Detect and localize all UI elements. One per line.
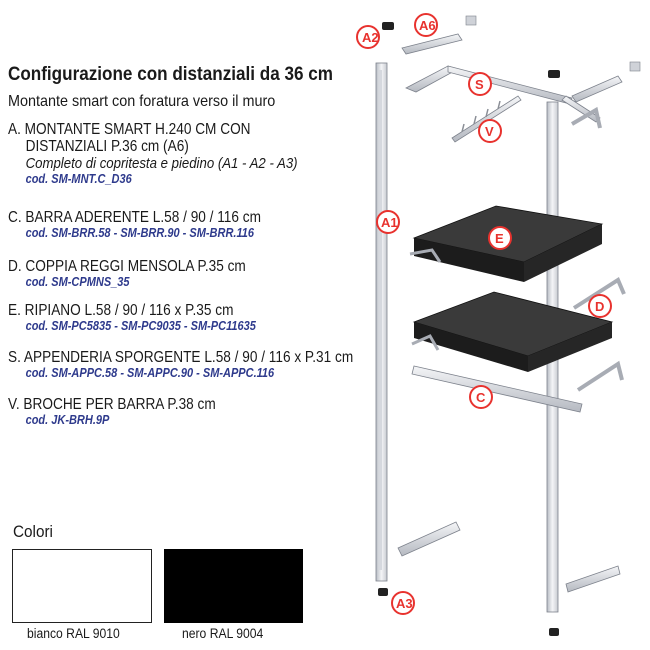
item-a-code: cod. SM-MNT.C_D36 [25,172,132,186]
upright-left [376,63,387,581]
svg-text:A1: A1 [381,215,398,230]
item-d-title: D. COPPIA REGGI MENSOLA P.35 cm [8,258,246,275]
item-e-code: cod. SM-PC5835 - SM-PC9035 - SM-PC11635 [25,319,256,333]
label-a6 [415,14,437,36]
svg-text:A6: A6 [419,18,436,33]
swatch-white-label: bianco RAL 9010 [27,626,120,641]
label-a1 [377,211,399,233]
item-v-code: cod. JK-BRH.9P [25,413,110,427]
label-a2 [357,26,379,48]
item-a-title-line2: DISTANZIALI P.36 cm (A6) [25,138,189,155]
item-e-title: E. RIPIANO L.58 / 90 / 116 x P.35 cm [8,302,234,319]
swatch-black-label: nero RAL 9004 [182,626,264,641]
label-d [589,295,611,317]
label-v [479,120,501,142]
item-a-title: A. MONTANTE SMART H.240 CM CON [8,121,251,138]
svg-text:A2: A2 [362,30,379,45]
item-a-note: Completo di copritesta e piedino (A1 - A2 - A3) [25,155,298,172]
svg-text:C: C [476,390,486,405]
page-subtitle: Montante smart con foratura verso il muro [8,93,276,110]
item-c-title: C. BARRA ADERENTE L.58 / 90 / 116 cm [8,209,261,226]
item-c-code: cod. SM-BRR.58 - SM-BRR.90 - SM-BRR.116 [25,226,254,240]
item-s-code: cod. SM-APPC.58 - SM-APPC.90 - SM-APPC.116 [25,366,275,380]
svg-text:V: V [485,124,494,139]
spacers-bottom [398,522,620,592]
item-v-title: V. BROCHE PER BARRA P.38 cm [8,396,216,413]
label-s [469,73,491,95]
svg-text:S: S [475,77,484,92]
svg-text:E: E [495,231,504,246]
item-s-title: S. APPENDERIA SPORGENTE L.58 / 90 / 116 x P.31 cm [8,349,354,366]
label-e [489,227,511,249]
svg-text:D: D [595,299,605,314]
colors-title: Colori [13,522,53,541]
item-d-code: cod. SM-CPMNS_35 [25,275,130,289]
svg-text:A3: A3 [396,596,413,611]
page-title: Configurazione con distanziali da 36 cm [8,64,333,85]
label-a3 [392,592,414,614]
label-c [470,386,492,408]
